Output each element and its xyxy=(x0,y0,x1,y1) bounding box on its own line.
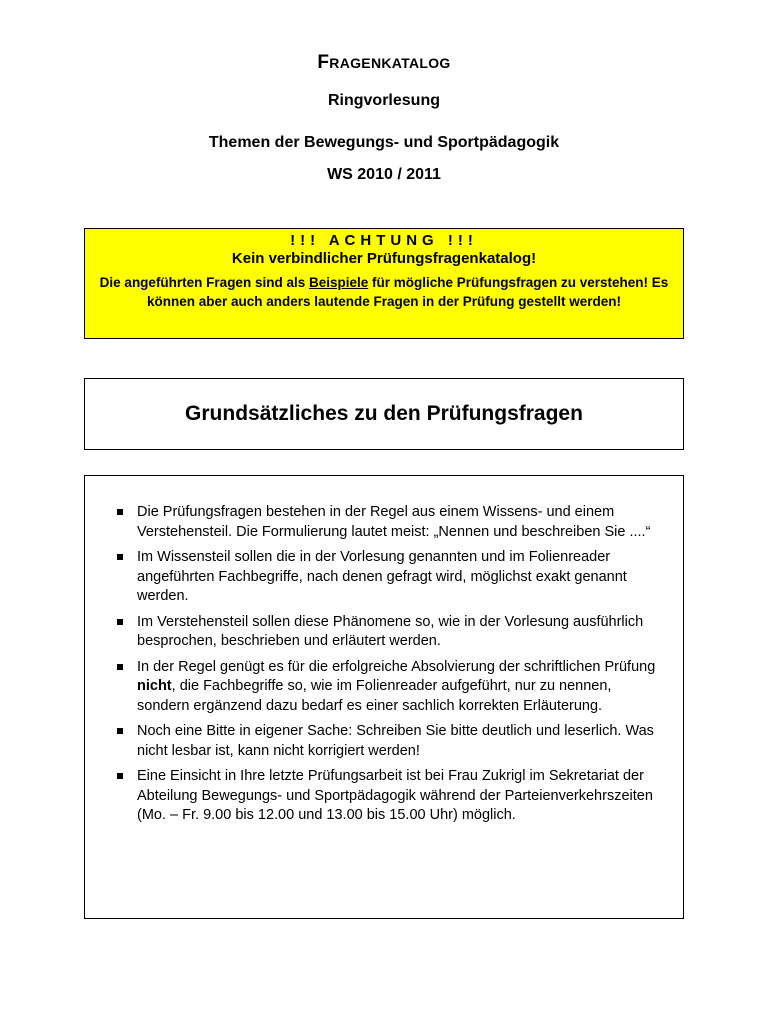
square-bullet-icon xyxy=(117,728,123,734)
list-item xyxy=(117,767,657,826)
list-item-text: Die Prüfungsfragen bestehen in der Regel aus einem Wissens- und einem Verstehensteil. Die Formulierung lautet meist: „Nennen und beschreiben Sie ....“ xyxy=(137,504,651,540)
square-bullet-icon xyxy=(117,554,123,560)
square-bullet-icon xyxy=(117,509,123,515)
lecture-topic: Themen der Bewegungs- und Sportpädagogik xyxy=(208,134,560,151)
list-item-bold: nicht xyxy=(137,678,172,694)
rules-box xyxy=(84,475,684,919)
list-item-text-part2: , die Fachbegriffe so, wie im Folienreader aufgeführt, nur zu nennen, sondern ergänzend dazu bedarf es einer sachlich korrekten Erläuterung. xyxy=(137,678,612,714)
list-item-text: Im Wissensteil sollen die in der Vorlesung genannten und im Folienreader angeführten Fachbegriffe, nach denen gefragt wird, möglichst exakt genannt werden. xyxy=(137,549,627,604)
warning-text-part1: Die angeführten Fragen sind als xyxy=(99,275,309,290)
warning-text-part2: für mögliche Prüfungsfragen zu verstehen! Es können aber auch anders lautende Fragen in der Prüfung gestellt werden! xyxy=(146,275,669,309)
list-item-text-part1: In der Regel genügt es für die erfolgreiche Absolvierung der schriftlichen Prüfung xyxy=(137,658,656,675)
title-initial: F xyxy=(317,52,330,73)
lecture-name: Ringvorlesung xyxy=(327,92,440,109)
list-item-text xyxy=(137,659,655,714)
list-item-text: Im Verstehensteil sollen diese Phänomene so, wie in der Vorlesung ausführlich besprochen, beschrieben und erläutert werden. xyxy=(137,613,644,649)
rules-list xyxy=(117,503,657,826)
square-bullet-icon xyxy=(117,619,123,625)
title-rest: RAGENKATALOG xyxy=(329,55,451,71)
list-item xyxy=(117,503,657,542)
list-item-text: Noch eine Bitte in eigener Sache: Schreiben Sie bitte deutlich und leserlich. Was nicht lesbar ist, kann nicht korrigiert werden! xyxy=(137,723,654,759)
document-title xyxy=(0,52,768,74)
square-bullet-icon xyxy=(117,664,123,670)
warning-subheading: Kein verbindlicher Prüfungsfragenkatalog! xyxy=(231,250,537,267)
list-item xyxy=(117,548,657,607)
square-bullet-icon xyxy=(117,773,123,779)
list-item-text: Eine Einsicht in Ihre letzte Prüfungsarbeit ist bei Frau Zukrigl im Sekretariat der Abteilung Bewegungs- und Sportpädagogik während der Parteienverkehrszeiten (Mo. – Fr. 9.00 bis 12.00 und 13.00 bis 15.00 Uhr) möglich. xyxy=(137,768,653,823)
list-item xyxy=(117,658,657,717)
list-item xyxy=(117,722,657,761)
warning-box xyxy=(84,228,684,339)
section-heading-box xyxy=(84,378,684,450)
section-title: Grundsätzliches zu den Prüfungsfragen xyxy=(185,402,583,425)
list-item xyxy=(117,613,657,652)
warning-emphasis: Beispiele xyxy=(308,275,369,290)
warning-heading: !!! ACHTUNG !!! xyxy=(290,232,478,249)
warning-text xyxy=(97,273,671,311)
semester: WS 2010 / 2011 xyxy=(327,166,441,183)
